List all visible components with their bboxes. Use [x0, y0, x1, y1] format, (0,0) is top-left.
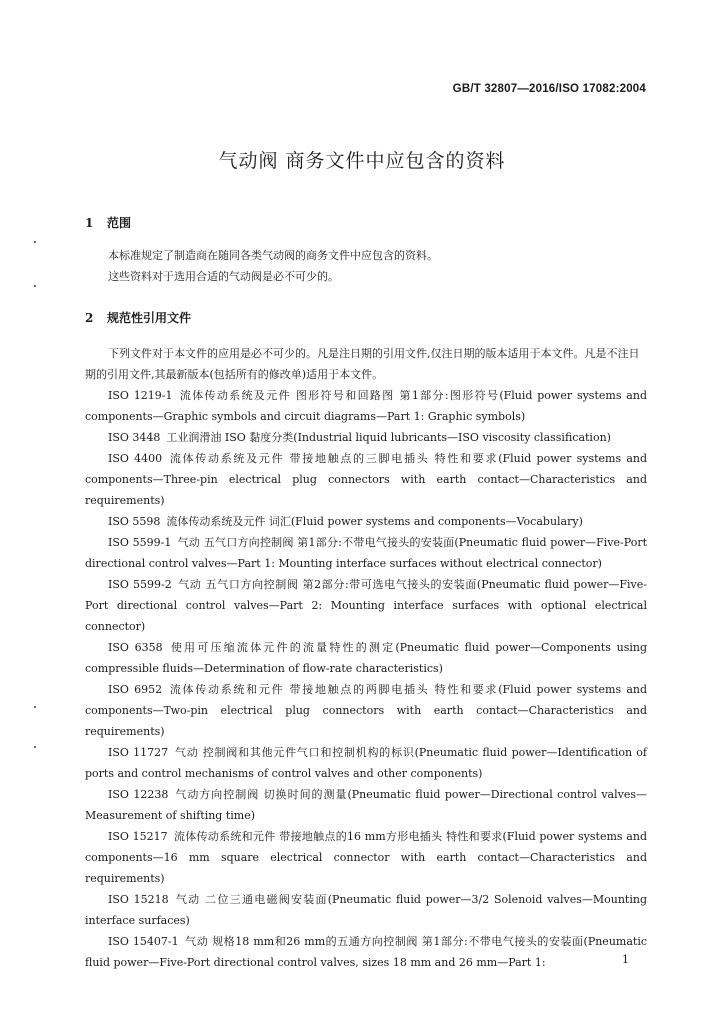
scan-speck — [34, 706, 36, 708]
section-2-heading — [85, 309, 191, 326]
reference-text: 流体传动系统及元件 词汇(Fluid power systems and components—Vocabulary) — [166, 515, 583, 528]
section-1-body — [85, 245, 647, 287]
reference-text: 流体传动系统及元件 图形符号和回路图 第1部分:图形符号(Fluid power systems and components—Graphic symbols and circuit diagrams—Part 1: Graphic symbols) — [85, 389, 647, 423]
reference-code: ISO 11727 — [108, 746, 169, 759]
reference-text: 工业润滑油 ISO 黏度分类(Industrial liquid lubricants—ISO viscosity classification) — [166, 431, 611, 444]
reference-text: 气动 五气口方向控制阀 第1部分:不带电气接头的安装面(Pneumatic fluid power—Five-Port directional control valves—Part 1: Mounting interface surfaces without electrical connector) — [85, 536, 648, 570]
section-title: 规范性引用文件 — [107, 311, 192, 325]
reference-code: ISO 15218 — [108, 893, 169, 906]
section-title: 范围 — [107, 216, 132, 230]
reference-text: 流体传动系统及元件 带接地触点的三脚电插头 特性和要求(Fluid power systems and components—Three-pin electrical plug connectors with earth contact—Characteristics and requirements) — [85, 452, 647, 507]
paragraph: 本标准规定了制造商在随同各类气动阀的商务文件中应包含的资料。 — [108, 249, 438, 262]
reference-code: ISO 15217 — [108, 830, 168, 843]
reference-item — [85, 784, 647, 826]
section-2-intro — [85, 343, 647, 385]
reference-code: ISO 4400 — [108, 452, 163, 465]
section-1-heading — [85, 214, 131, 231]
document-title: 气动阀 商务文件中应包含的资料 — [218, 150, 506, 172]
scan-speck — [34, 746, 36, 748]
section-number: 1 — [85, 216, 94, 230]
paragraph: 下列文件对于本文件的应用是必不可少的。凡是注日期的引用文件,仅注日期的版本适用于本文件。凡是不注日期的引用文件,其最新版本(包括所有的修改单)适用于本文件。 — [85, 347, 640, 381]
reference-item — [85, 637, 647, 679]
reference-item — [85, 826, 647, 889]
reference-text: 气动 二位三通电磁阀安装面(Pneumatic fluid power—3/2 Solenoid valves—Mounting interface surfaces) — [85, 893, 647, 927]
page-number: 1 — [622, 953, 629, 966]
reference-code: ISO 15407-1 — [108, 935, 179, 948]
reference-code: ISO 5599-1 — [108, 536, 172, 549]
scan-speck — [34, 241, 36, 243]
reference-code: ISO 6358 — [108, 641, 163, 654]
reference-code: ISO 5599-2 — [108, 578, 172, 591]
reference-text: 使用可压缩流体元件的流量特性的测定(Pneumatic fluid power—Components using compressible fluids—Determination of flow-rate characteristics) — [85, 641, 648, 675]
reference-item — [85, 574, 647, 637]
section-number: 2 — [85, 311, 94, 325]
reference-code: ISO 6952 — [108, 683, 163, 696]
reference-item — [85, 385, 647, 427]
reference-code: ISO 1219-1 — [108, 389, 173, 402]
reference-text: 气动 规格18 mm和26 mm的五通方向控制阀 第1部分:不带电气接头的安装面(Pneumatic fluid power—Five-Port directional control valves, sizes 18 mm and 26 mm—Part 1: — [85, 935, 647, 969]
scan-speck — [34, 285, 36, 287]
reference-text: 气动方向控制阀 切换时间的测量(Pneumatic fluid power—Directional control valves—Measurement of shifting time) — [85, 788, 648, 822]
reference-list — [85, 385, 647, 973]
reference-text: 流体传动系统和元件 带接地触点的16 mm方形电插头 特性和要求(Fluid power systems and components—16 mm square electrical connector with earth contact—Characteristics and requirements) — [85, 830, 647, 885]
reference-code: ISO 5598 — [108, 515, 161, 528]
reference-item — [85, 448, 647, 511]
reference-text: 气动 控制阀和其他元件气口和控制机构的标识(Pneumatic fluid power—Identification of ports and control mechanisms of control valves and other components) — [85, 746, 648, 780]
reference-item — [85, 511, 647, 532]
reference-text: 气动 五气口方向控制阀 第2部分:带可选电气接头的安装面(Pneumatic fluid power—Five-Port directional control valves—Part 2: Mounting interface surfaces with optional electrical connector) — [85, 578, 647, 633]
standard-number: GB/T 32807—2016/ISO 17082:2004 — [452, 83, 646, 95]
reference-item — [85, 532, 647, 574]
reference-text: 流体传动系统和元件 带接地触点的两脚电插头 特性和要求(Fluid power systems and components—Two-pin electrical plug connectors with earth contact—Characteristics and requirements) — [85, 683, 647, 738]
reference-item — [85, 931, 647, 973]
paragraph: 这些资料对于选用合适的气动阀是必不可少的。 — [108, 270, 339, 283]
reference-code: ISO 12238 — [108, 788, 169, 801]
reference-item — [85, 427, 647, 448]
reference-code: ISO 3448 — [108, 431, 161, 444]
reference-item — [85, 889, 647, 931]
reference-item — [85, 679, 647, 742]
reference-item — [85, 742, 647, 784]
